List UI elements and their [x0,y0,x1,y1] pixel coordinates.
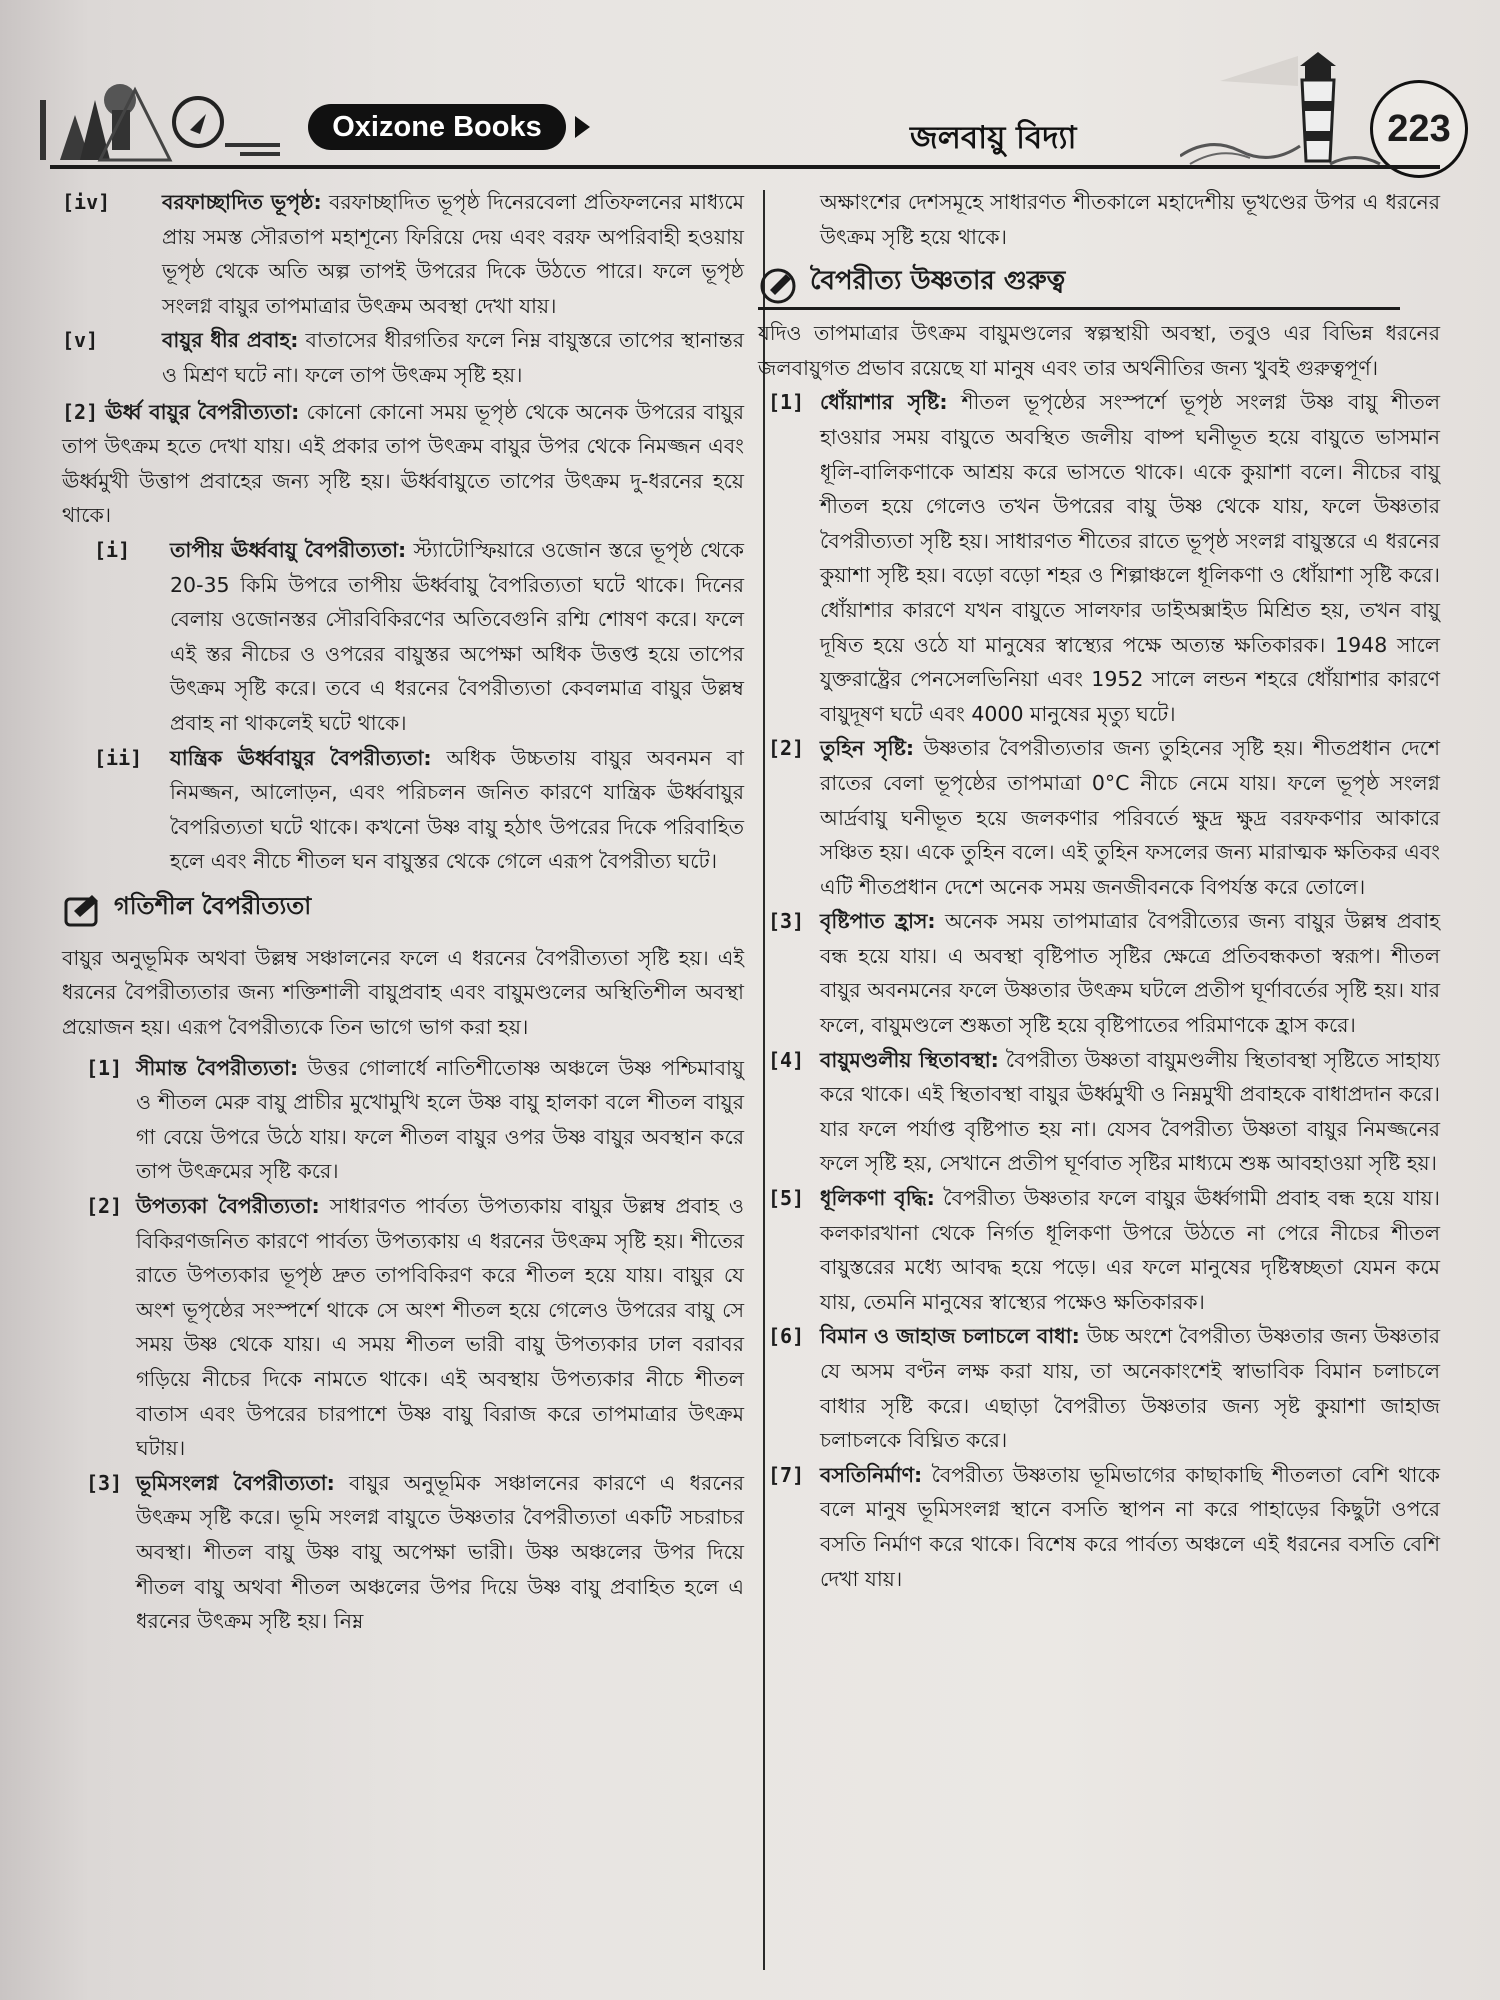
pencil-note-icon [758,266,800,304]
list-item [768,385,1440,731]
item-number: [1] [768,390,805,415]
list-item [94,741,744,879]
left-column [62,185,744,1639]
item-term: ভূমিসংলগ্ন বৈপরীত্যতা: [136,1470,335,1495]
list-item [94,533,744,741]
section-heading [62,887,744,935]
item-term: উপত্যকা বৈপরীত্যতা: [136,1194,320,1219]
item-term: ধূলিকণা বৃদ্ধি: [820,1186,935,1211]
item-term: বায়ুর ধীর প্রবাহ: [162,328,299,353]
item-term: তুহিন সৃষ্টি: [820,736,915,761]
right-column [738,185,1440,1596]
item-text: বৈপরীত্য উষ্ণতায় ভূমিভাগের কাছাকাছি শীতলতা বেশি থাকে বলে মানুষ ভূমিসংলগ্ন স্থানে বসতি স্থাপন না করে পাহাড়ের কিছুটা ওপরে বসতি নির্মাণ করে থাকে। বিশেষ করে পার্বত্য অঞ্চলে এই ধরনের বসতি বেশি দেখা যায়। [820,1462,1440,1591]
section-heading [758,262,1400,310]
item-text: উষ্ণতার বৈপরীত্যতার জন্য তুহিনের সৃষ্টি হয়। শীতপ্রধান দেশে রাতের বেলা ভূপৃষ্ঠের তাপমাত্রা 0°C নীচে নেমে যায়। ফলে ভূপৃষ্ঠ সংলগ্ন আর্দ্রবায়ু ঘনীভূত হয়ে জলকণার পরিবর্তে ক্ষুদ্র ক্ষুদ্র বরফকণার আকারে সঞ্চিত হয়। একে তুহিন বলে। এই তুহিন ফসলের জন্য মারাত্মক ক্ষতিকর এবং এটি শীতপ্রধান দেশে অনেক সময় জনজীবনকে বিপর্যস্ত করে তোলে। [820,736,1440,899]
item-term: তাপীয় ঊর্ধ্ববায়ু বৈপরীত্যতা: [170,537,407,562]
item-text: বরফাচ্ছাদিত ভূপৃষ্ঠ দিনেরবেলা প্রতিফলনের মাধ্যমে প্রায় সমস্ত সৌরতাপ মহাশূন্যে ফিরিয়ে দেয় এবং বরফ অপরিবাহী হওয়ায় ভূপৃষ্ঠ থেকে অতি অল্প তাপই উপরের দিকে উঠতে পারে। ফলে ভূপৃষ্ঠ সংলগ্ন বায়ুর তাপমাত্রার উৎক্রম অবস্থা দেখা যায়। [162,190,744,318]
chapter-title: জলবায়ু বিদ্যা [910,120,1077,156]
header-rule [50,165,1440,169]
section-intro: বায়ুর অনুভূমিক অথবা উল্লম্ব সঞ্চালনের ফলে এ ধরনের বৈপরীত্যতা সৃষ্টি হয়। এই ধরনের বৈপরীত্যতার জন্য শক্তিশালী বায়ুপ্রবাহ এবং বায়ুমণ্ডলের অস্থিতিশীল অবস্থা প্রয়োজন হয়। এরূপ বৈপরীত্যকে তিন ভাগে ভাগ করা হয়। [62,945,744,1040]
item-text: অধিক উচ্চতায় বায়ুর অবনমন বা নিমজ্জন, আলোড়ন, এবং পরিচলন জনিত কারণে যান্ত্রিক ঊর্ধ্ববায়ুর বৈপরিত্যতা ঘটে থাকে। কখনো উষ্ণ বায়ু হঠাৎ উপরের দিকে পরিবাহিত হলে এবং নীচে শীতল ঘন বায়ুস্তর থেকে গেলে এরূপ বৈপরীত্য ঘটে। [170,745,744,874]
pencil-note-icon [62,891,104,929]
item-text: অনেক সময় তাপমাত্রার বৈপরীত্যের জন্য বায়ুর উল্লম্ব প্রবাহ বন্ধ হয়ে যায়। এ অবস্থা বৃষ্টিপাত সৃষ্টির ক্ষেত্রে প্রতিবন্ধকতা স্বরূপ। শীতল বায়ুর অবনমনের ফলে উষ্ণতার উৎক্রম ঘটলে প্রতীপ ঘূর্ণাবর্তের সৃষ্টি হয়। যার ফলে, বায়ুমণ্ডলে শুষ্কতা সৃষ্টি হয়ে বৃষ্টিপাতের পরিমাণকে হ্রাস করে। [820,909,1440,1038]
item-text: উচ্চ অংশে বৈপরীত্য উষ্ণতার জন্য উষ্ণতার যে অসম বণ্টন লক্ষ করা যায়, তা অনেকাংশেই স্বাভাবিক বিমান চলাচলে বাধার সৃষ্টি করে। এছাড়া বৈপরীত্য উষ্ণতার জন্য সৃষ্ট কুয়াশা জাহাজ চলাচলকে বিঘ্নিত করে। [820,1324,1440,1453]
item-text: শীতল ভূপৃষ্ঠের সংস্পর্শে ভূপৃষ্ঠ সংলগ্ন উষ্ণ বায়ু শীতল হাওয়ার সময় বায়ুতে অবস্থিত জলীয় বাষ্প ঘনীভূত হয়ে বায়ুতে ভাসমান ধূলি-বালিকণাকে আশ্রয় করে ভাসতে থাকে। একে কুয়াশা বলে। নীচের বায়ু শীতল হয়ে গেলেও তখন উপরের বায়ু উষ্ণ থেকে যায়, ফলে উষ্ণতার বৈপরীত্যতা সৃষ্টি হয়। সাধারণত শীতের রাতে ভূপৃষ্ঠ সংলগ্ন বায়ুস্তরে এ ধরনের কুয়াশা সৃষ্টি হয়। বড়ো বড়ো শহর ও শিল্পাঞ্চলে ধূলিকণা ও ধোঁয়াশা সৃষ্টি করে। ধোঁয়াশার কারণে যখন বায়ুতে সালফার ডাইঅক্সাইড মিশ্রিত হয়, তখন বায়ু দূষিত হয়ে ওঠে যা মানুষের স্বাস্থ্যের পক্ষে অত্যন্ত ক্ষতিকারক। 1948 সালে যুক্তরাষ্ট্রের পেনসেলভিনিয়া এবং 1952 সালে লন্ডন শহরে ধোঁয়াশার কারণে বায়ুদূষণ ঘটে এবং 4000 মানুষের মৃত্যু ঘটে। [820,390,1440,726]
item-number: [2] [768,736,805,761]
list-item [86,1189,744,1466]
item-term: সীমান্ত বৈপরীত্যতা: [136,1055,299,1080]
item-number: [4] [768,1047,805,1072]
list-item [768,1181,1440,1319]
item-number: [3] [86,1470,123,1495]
item-text: সাধারণত পার্বত্য উপত্যকায় বায়ুর উল্লম্ব প্রবাহ ও বিকিরণজনিত কারণে পার্বত্য উপত্যকায় এ ধরনের উৎক্রম সৃষ্টি হয়। শীতের রাতে উপত্যকার ভূপৃষ্ঠ দ্রুত তাপবিকিরণ করে শীতল হয়ে যায়। বায়ুর যে অংশ ভূপৃষ্ঠের সংস্পর্শে থাকে সে অংশ শীতল হয়ে গেলেও উপরের বায়ু সে সময় উষ্ণ থেকে যায়। এ সময় শীতল ভারী বায়ু উপত্যকার ঢাল বরাবর গড়িয়ে নীচের দিকে নামতে থাকে। এই অবস্থায় উপত্যকার নীচে শীতল বাতাস এবং উপরের চারপাশে উষ্ণ বায়ু বিরাজ করে তাপমাত্রার উৎক্রম ঘটায়। [136,1194,744,1461]
item-number: [1] [86,1055,123,1080]
item-text: বায়ুর অনুভূমিক সঞ্চালনের কারণে এ ধরনের উৎক্রম সৃষ্টি করে। ভূমি সংলগ্ন বায়ুতে উষ্ণতার বৈপরীত্যতা একটি সচরাচর অবস্থা। শীতল বায়ু উষ্ণ বায়ু অপেক্ষা ভারী। উষ্ণ অঞ্চলের উপর দিয়ে শীতল বায়ু অথবা শীতল অঞ্চলের উপর দিয়ে উষ্ণ বায়ু প্রবাহিত হলে এ ধরনের উৎক্রম সৃষ্টি হয়। নিম্ন [136,1470,744,1634]
list-item [768,731,1440,904]
item-number: [v] [62,328,99,353]
item-number: [6] [768,1324,805,1349]
item-number: [iv] [62,190,111,214]
item-text: বাতাসের ধীরগতির ফলে নিম্ন বায়ুস্তরে তাপের স্থানান্তর ও মিশ্রণ ঘটে না। ফলে তাপ উৎক্রম সৃষ্টি হয়। [162,328,744,387]
item-number: [2] [86,1194,123,1219]
item-term: বরফাচ্ছাদিত ভূপৃষ্ঠ: [162,190,322,214]
item-number: [3] [768,909,805,934]
section-title: বৈপরীত্য উষ্ণতার গুরুত্ব [810,266,1066,297]
list-item [768,1458,1440,1596]
page-number: 223 [1370,80,1468,178]
list-item [768,1043,1440,1181]
item-term: ঊর্ধ্ব বায়ুর বৈপরীত্যতা: [105,399,300,424]
item-term: বিমান ও জাহাজ চলাচলে বাধা: [820,1324,1080,1349]
section-intro: যদিও তাপমাত্রার উৎক্রম বায়ুমণ্ডলের স্বল্পস্থায়ী অবস্থা, তবুও এর বিভিন্ন ধরনের জলবায়ুগত প্রভাব রয়েছে যা মানুষ এবং তার অর্থনীতির জন্য খুবই গুরুত্বপূর্ণ। [758,321,1440,380]
brand-badge: Oxizone Books [308,104,566,150]
hiker-compass-icon [40,60,300,165]
list-item [86,1051,744,1189]
list-item [86,1466,744,1639]
list-item [62,185,744,323]
item-text: বৈপরীত্য উষ্ণতা বায়ুমণ্ডলীয় স্থিতাবস্থা সৃষ্টিতে সাহায্য করে থাকে। এই স্থিতাবস্থা বায়ুর ঊর্ধ্বমুখী ও নিম্নমুখী প্রবাহকে বাধাপ্রদান করে। যার ফলে পর্যাপ্ত বৃষ্টিপাত হয় না। যেসব বৈপরীত্য উষ্ণতা বায়ুর নিমজ্জনের ফলে সৃষ্টি হয়, সেখানে প্রতীপ ঘূর্ণবাত সৃষ্টির মাধ্যমে শুষ্ক আবহাওয়া সৃষ্টি হয়। [820,1047,1440,1176]
item-number: [i] [94,537,131,562]
item-text: বৈপরীত্য উষ্ণতার ফলে বায়ুর ঊর্ধ্বগামী প্রবাহ বন্ধ হয়ে যায়। কলকারখানা থেকে নির্গত ধূলিকণা উপরে উঠতে না পেরে নীচের শীতল বায়ুস্তরের মধ্যে আবদ্ধ হয়ে পড়ে। এর ফলে মানুষের দৃষ্টিস্বচ্ছতা যেমন কমে যায়, তেমনি মানুষের স্বাস্থ্যের পক্ষেও ক্ষতিকারক। [820,1186,1440,1314]
list-item [768,1319,1440,1457]
play-arrow-icon [575,116,590,138]
item-term: বায়ুমণ্ডলীয় স্থিতাবস্থা: [820,1047,999,1072]
continuation-text: অক্ষাংশের দেশসমূহে সাধারণত শীতকালে মহাদেশীয় ভূখণ্ডের উপর এ ধরনের উৎক্রম সৃষ্টি হয়ে থাকে। [820,190,1440,249]
item-text: কোনো কোনো সময় ভূপৃষ্ঠ থেকে অনেক উপরের বায়ুর তাপ উৎক্রম হতে দেখা যায়। এই প্রকার তাপ উৎক্রম বায়ুর উপর থেকে নিমজ্জন এবং ঊর্ধ্বমুখী উত্তাপ প্রবাহের জন্য সৃষ্টি হয়। ঊর্ধ্ববায়ুতে তাপের উৎক্রম দু-ধরনের হয়ে থাকে। [62,399,744,528]
list-item [62,323,744,392]
item-number: [7] [768,1462,805,1487]
page-header [40,40,1451,185]
section-title: গতিশীল বৈপরীত্যতা [114,891,312,920]
item-term: বৃষ্টিপাত হ্রাস: [820,909,936,934]
item-text: উত্তর গোলার্ধে নাতিশীতোষ্ণ অঞ্চলে উষ্ণ পশ্চিমাবায়ু ও শীতল মেরু বায়ু প্রাচীর মুখোমুখি হলে উষ্ণ বায়ু হালকা বলে শীতল বায়ুর গা বেয়ে উপরে উঠে যায়। ফলে শীতল বায়ুর ওপর উষ্ণ বায়ুর অবস্থান করে তাপ উৎক্রমের সৃষ্টি করে। [136,1055,745,1184]
item-number: [5] [768,1186,805,1211]
list-item [768,904,1440,1042]
item-term: ধোঁয়াশার সৃষ্টি: [820,390,948,415]
item-number: [ii] [94,745,143,770]
list-item [62,395,744,533]
item-number: [2] [62,399,99,424]
lighthouse-icon [1180,46,1400,168]
item-term: যান্ত্রিক ঊর্ধ্ববায়ুর বৈপরীত্যতা: [170,745,432,770]
item-term: বসতিনির্মাণ: [820,1462,923,1487]
item-text: স্ট্যাটোস্ফিয়ারে ওজোন স্তরে ভূপৃষ্ঠ থেকে 20-35 কিমি উপরে তাপীয় ঊর্ধ্ববায়ু বৈপরিত্যতা ঘটে থাকে। দিনের বেলায় ওজোনস্তর সৌরবিকিরণের অতিবেগুনি রশ্মি শোষণ করে। ফলে এই স্তর নীচের ও ওপরের বায়ুস্তর অপেক্ষা অধিক উত্তপ্ত হয়ে তাপের উৎক্রম সৃষ্টি করে। তবে এ ধরনের বৈপরীত্যতা কেবলমাত্র বায়ুর উল্লম্ব প্রবাহ না থাকলেই ঘটে থাকে। [170,537,744,735]
